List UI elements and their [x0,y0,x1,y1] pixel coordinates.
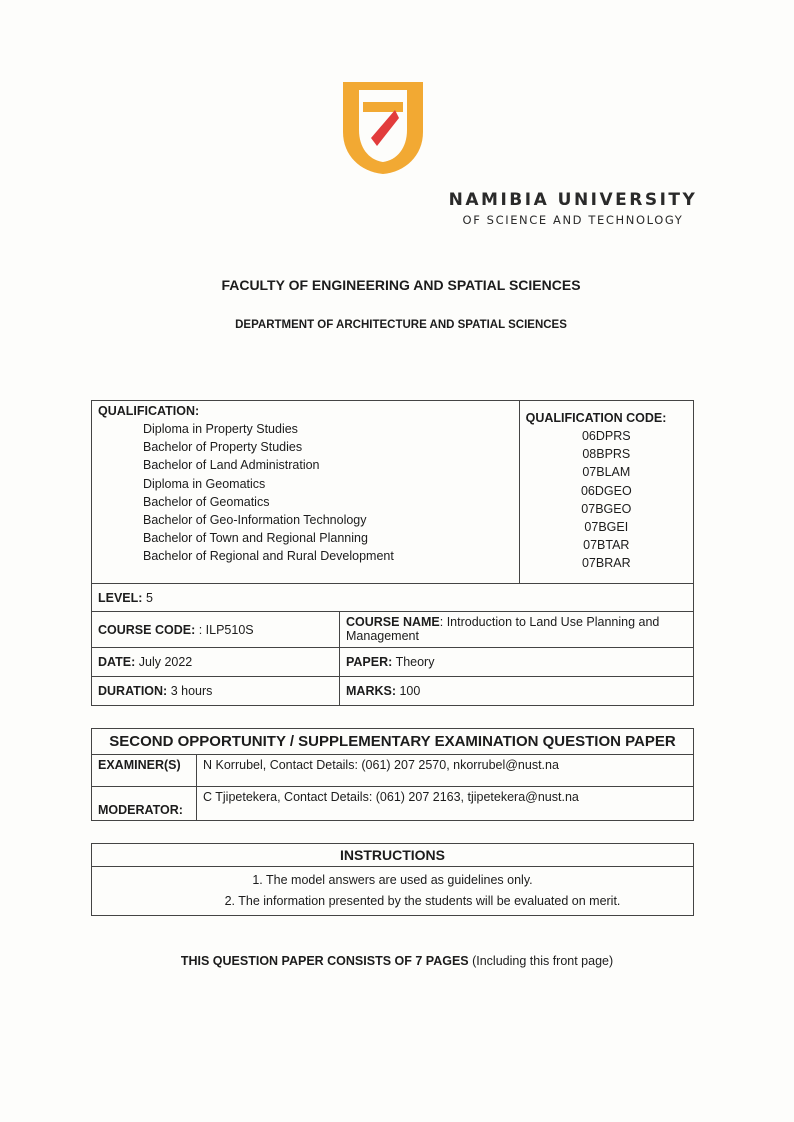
duration-value: 3 hours [170,684,213,698]
marks-value: 100 [399,684,421,698]
qualification-item: Bachelor of Geomatics [143,494,270,509]
qualification-list [98,420,513,566]
department-title: DEPARTMENT OF ARCHITECTURE AND SPATIAL SCIENCES [235,319,567,331]
duration-cell [92,677,340,706]
qualification-code: 08BPRS [582,447,631,462]
level-label: LEVEL: [98,590,143,605]
examiner-value: N Korrubel, Contact Details: (061) 207 2570, nkorrubel@nust.na [197,755,694,787]
date-cell [92,648,340,677]
qualification-code: 07BRAR [581,556,631,571]
qualification-code: 06DPRS [581,429,631,443]
qualification-item: Bachelor of Property Studies [143,440,303,455]
course-info-table [91,400,694,706]
course-code-value: : ILP510S [198,622,254,637]
qualification-code: 06DGEO [580,483,632,498]
exam-title: SECOND OPPORTUNITY / SUPPLEMENTARY EXAMINATION QUESTION PAPER [92,729,694,755]
page-count-note [0,954,794,968]
qualification-code-label: QUALIFICATION CODE: [525,411,667,425]
instructions-title: INSTRUCTIONS [92,844,694,867]
examiner-table [91,728,694,821]
moderator-label: MODERATOR: [92,787,197,821]
instructions-list [92,867,694,916]
qualification-item: Bachelor of Town and Regional Planning [143,531,368,546]
qualification-cell [92,401,520,584]
paper-value: Theory [395,655,435,669]
qualification-code: 07BLAM [582,465,631,480]
nust-logo [341,80,425,176]
qualification-code: 07BGEO [581,501,632,516]
instruction-item: 2. The information presented by the students will be evaluated on merit. [224,894,621,908]
course-name-label: COURSE NAME [346,615,440,629]
course-code-label: COURSE CODE: [98,622,196,637]
qualification-code: 07BTAR [583,538,630,553]
marks-cell [340,677,694,706]
qualification-code: 07BGEI [584,520,629,535]
qualification-item: Diploma in Property Studies [143,422,298,436]
course-name-cell [340,612,694,648]
course-code-cell [92,612,340,648]
qualification-label: QUALIFICATION: [98,404,200,418]
paper-cell [340,648,694,677]
instruction-item: 1. The model answers are used as guidelines only. [252,873,533,887]
page-count-bold: THIS QUESTION PAPER CONSISTS OF 7 PAGES [180,954,469,968]
date-label: DATE: [98,655,136,669]
qualification-code-list [526,427,687,573]
level-cell [92,584,694,612]
level-value: 5 [145,590,153,605]
course-name-value: : Introduction to Land Use Planning and Management [346,615,660,643]
marks-label: MARKS: [346,684,396,698]
instructions-table [91,843,694,916]
qualification-item: Bachelor of Regional and Rural Development [143,549,394,564]
examiner-label: EXAMINER(S) [92,755,197,787]
qualification-item: Bachelor of Geo-Information Technology [143,513,367,528]
qualification-code-cell [519,401,693,584]
qualification-item: Bachelor of Land Administration [143,458,320,473]
faculty-title: FACULTY OF ENGINEERING AND SPATIAL SCIENCES [221,277,581,293]
date-value: July 2022 [138,655,193,669]
moderator-value: C Tjipetekera, Contact Details: (061) 207 2163, tjipetekera@nust.na [197,787,694,821]
duration-label: DURATION: [98,684,168,698]
university-name: NAMIBIA UNIVERSITY [448,190,698,210]
university-subtitle: OF SCIENCE AND TECHNOLOGY [462,213,684,227]
qualification-item: Diploma in Geomatics [143,476,266,491]
page-count-normal: (Including this front page) [468,954,614,968]
paper-label: PAPER: [346,655,393,669]
